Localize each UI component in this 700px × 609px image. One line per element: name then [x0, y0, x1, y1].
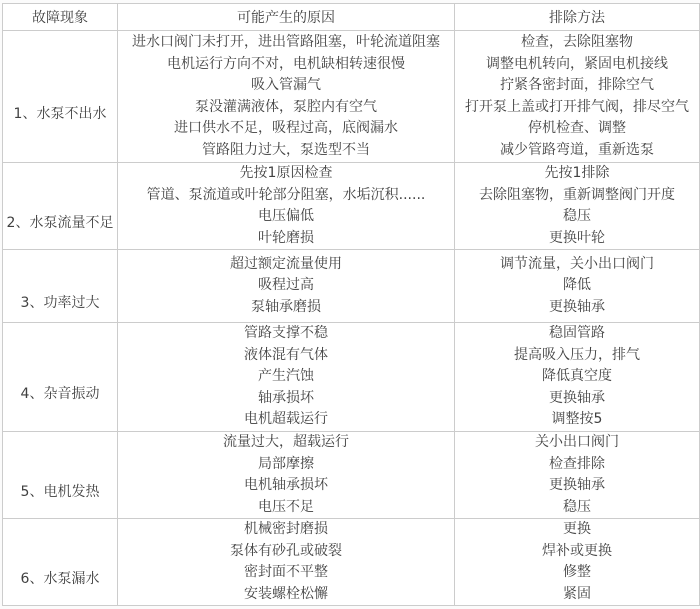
- cause-line: 机械密封磨损: [244, 521, 328, 537]
- cause-line: 进水口阀门未打开，进出管路阻塞，叶轮流道阻塞: [132, 34, 440, 50]
- cause-line: 管路阻力过大，泵选型不当: [202, 141, 370, 158]
- table-row: [3, 163, 700, 250]
- troubleshooting-table: [2, 3, 700, 606]
- cause-line: 密封面不平整: [244, 564, 328, 580]
- cause-line: 电机运行方向不对，电机缺相转速很慢: [167, 55, 405, 72]
- remedy-line: 关小出口阀门: [535, 434, 619, 450]
- fault-cell: [3, 163, 118, 250]
- fault-label: 1、水泵不出水: [13, 105, 107, 122]
- remedy-line: 更换轴承: [549, 477, 605, 493]
- remedy-line: 去除阻塞物，重新调整阀门开度: [479, 186, 675, 203]
- remedy-line: 打开泵上盖或打开排气阀，排尽空气: [465, 98, 689, 115]
- fault-cell: [3, 31, 118, 163]
- remedy-line: 焊补或更换: [542, 542, 612, 559]
- cause-line: 叶轮磨损: [258, 229, 314, 246]
- causes-cell: [118, 250, 455, 323]
- remedy-line: 先按1排除: [544, 165, 610, 181]
- cause-line: 轴承损坏: [258, 389, 314, 406]
- table-row: [3, 519, 700, 606]
- remedy-line: 修整: [563, 564, 591, 580]
- causes-cell: [118, 323, 455, 432]
- remedies-cell: [455, 323, 700, 432]
- cause-line: 进口供水不足，吸程过高，底阀漏水: [174, 120, 398, 136]
- remedy-line: 拧紧各密封面，排除空气: [500, 77, 654, 93]
- remedy-line: 紧固: [563, 585, 591, 602]
- remedy-line: 更换: [563, 521, 591, 537]
- header-row: [3, 4, 700, 31]
- fault-cell: [3, 432, 118, 519]
- cause-line: 泵轴承磨损: [251, 298, 321, 315]
- fault-label: 2、水泵流量不足: [6, 215, 114, 232]
- fault-label: 3、功率过大: [20, 295, 100, 312]
- causes-cell: [118, 31, 455, 163]
- cause-line: 泵体有砂孔或破裂: [230, 542, 342, 559]
- header-remedies: 排除方法: [455, 4, 700, 31]
- remedy-line: 减少管路弯道，重新选泵: [500, 141, 654, 158]
- table-row: [3, 323, 700, 432]
- remedy-line: 调整按5: [551, 411, 603, 428]
- fault-label: 4、杂音振动: [20, 386, 100, 403]
- cause-line: 管路支撑不稳: [244, 325, 328, 342]
- table-row: [3, 250, 700, 323]
- fault-label: 6、水泵漏水: [20, 571, 100, 588]
- cause-line: 产生汽蚀: [258, 368, 314, 385]
- remedy-line: 提高吸入压力，排气: [514, 346, 640, 363]
- cause-line: 电机轴承损坏: [244, 477, 328, 493]
- cause-line: 先按1原因检查: [239, 165, 333, 181]
- cause-line: 管道、泵流道或叶轮部分阻塞，水垢沉积......: [146, 186, 426, 203]
- cause-line: 流量过大，超载运行: [223, 434, 349, 450]
- fault-cell: [3, 250, 118, 323]
- causes-cell: [118, 432, 455, 519]
- remedy-line: 检查排除: [549, 455, 605, 472]
- cause-line: 超过额定流量使用: [230, 255, 342, 272]
- remedy-line: 更换叶轮: [549, 229, 605, 246]
- header-causes: 可能产生的原因: [118, 4, 455, 31]
- remedy-line: 更换轴承: [549, 389, 605, 406]
- cause-line: 泵没灌满液体，泵腔内有空气: [195, 98, 377, 115]
- fault-cell: [3, 323, 118, 432]
- cause-line: 电压偏低: [258, 208, 314, 224]
- fault-cell: [3, 519, 118, 606]
- fault-label: 5、电机发热: [20, 484, 100, 501]
- cause-line: 电压不足: [258, 498, 314, 515]
- remedy-line: 降低: [563, 277, 591, 294]
- cause-line: 局部摩擦: [258, 455, 314, 472]
- remedies-cell: [455, 432, 700, 519]
- cause-line: 吸入管漏气: [251, 77, 321, 93]
- remedy-line: 停机检查、调整: [528, 120, 626, 136]
- remedies-cell: [455, 519, 700, 606]
- remedies-cell: [455, 250, 700, 323]
- remedy-line: 更换轴承: [549, 298, 605, 315]
- remedy-line: 稳固管路: [549, 325, 605, 342]
- remedy-line: 稳压: [563, 498, 591, 515]
- cause-line: 液体混有气体: [244, 346, 328, 363]
- remedy-line: 降低真空度: [542, 368, 612, 385]
- header-fault: 故障现象: [3, 4, 118, 31]
- remedy-line: 稳压: [563, 208, 591, 224]
- cause-line: 安装螺栓松懈: [244, 585, 328, 602]
- remedy-line: 检查，去除阻塞物: [521, 34, 633, 50]
- remedies-cell: [455, 163, 700, 250]
- remedies-cell: [455, 31, 700, 163]
- cause-line: 电机超载运行: [244, 411, 328, 428]
- remedy-line: 调节流量，关小出口阀门: [500, 255, 654, 272]
- table-row: [3, 31, 700, 163]
- causes-cell: [118, 163, 455, 250]
- remedy-line: 调整电机转向，紧固电机接线: [486, 55, 668, 72]
- causes-cell: [118, 519, 455, 606]
- cause-line: 吸程过高: [258, 277, 314, 294]
- table-row: [3, 432, 700, 519]
